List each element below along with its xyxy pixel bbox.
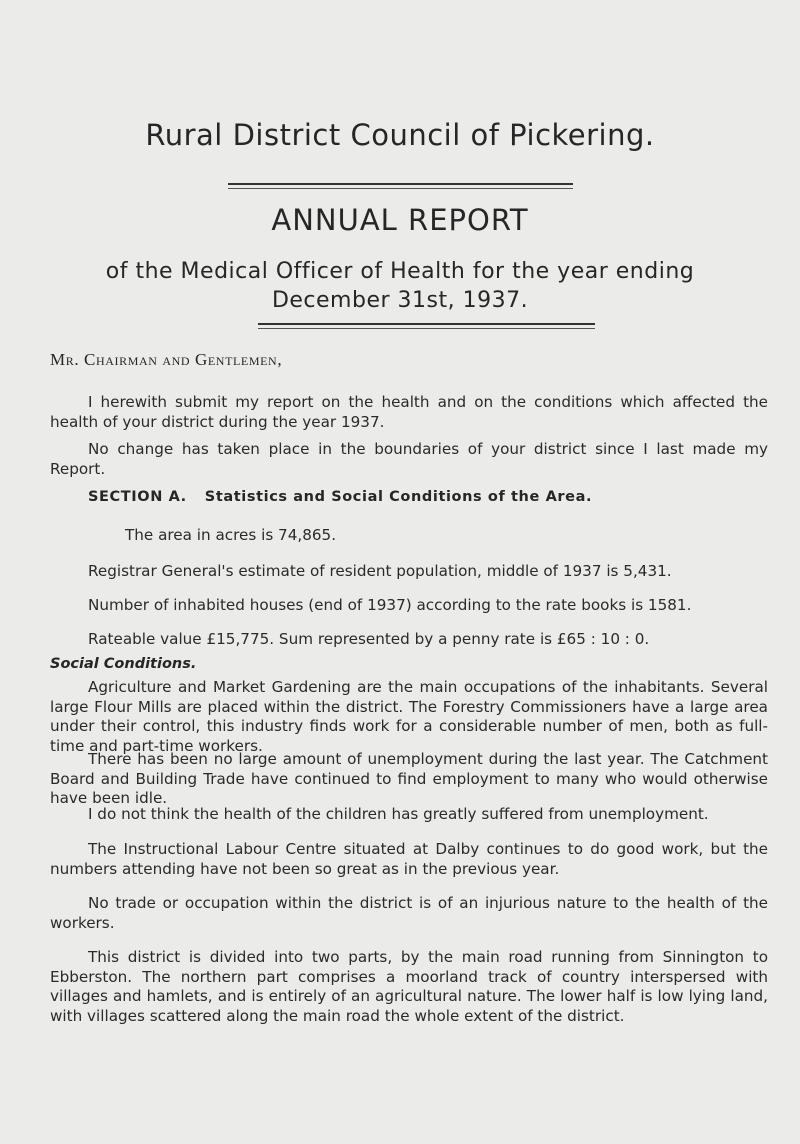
section-heading: [88, 489, 592, 505]
salutation: Mr. Chairman and Gentlemen,: [50, 350, 283, 369]
stat-rateable-value: Rateable value £15,775. Sum represented by a penny rate is £65 : 10 : 0.: [88, 630, 650, 648]
stat-population: Registrar General's estimate of resident population, middle of 1937 is 5,431.: [88, 562, 672, 580]
section-title: Statistics and Social Conditions of the Area.: [204, 489, 593, 505]
report-title: ANNUAL REPORT: [271, 203, 529, 237]
subtitle-line-1: of the Medical Officer of Health for the year ending: [105, 259, 695, 284]
social-paragraph-2: There has been no large amount of unemployment during the last year. The Catchment Board and Building Trade have continued to find employment to many who would otherwise have been idle.: [50, 750, 768, 808]
middle-rule-under: [258, 328, 595, 329]
social-paragraph-5: No trade or occupation within the district is of an injurious nature to the health of the workers.: [50, 894, 768, 932]
top-rule: [228, 183, 573, 185]
middle-rule: [258, 323, 595, 325]
social-paragraph-4: The Instructional Labour Centre situated at Dalby continues to do good work, but the numbers attending have not been so great as in the previous year.: [50, 840, 768, 878]
social-paragraph-3: I do not think the health of the children has greatly suffered from unemployment.: [88, 805, 709, 823]
social-paragraph-6: This district is divided into two parts, by the main road running from Sinnington to Ebberston. The northern part comprises a moorland track of country interspersed with villages and hamlets, and is entirely of an agricultural nature. The lower half is low lying land, with villages scattered along the main road the whole extent of the district.: [50, 948, 768, 1025]
stat-area: The area in acres is 74,865.: [125, 526, 337, 544]
social-paragraph-1: Agriculture and Market Gardening are the main occupations of the inhabitants. Several large Flour Mills are placed within the district. The Forestry Commissioners have a large area under their control, this industry finds work for a considerable number of men, both as full-time and part-time workers.: [50, 678, 768, 755]
social-conditions-heading: Social Conditions.: [50, 656, 197, 672]
report-subtitle: [0, 257, 800, 315]
subtitle-line-2: December 31st, 1937.: [271, 288, 529, 313]
intro-paragraph-1: I herewith submit my report on the health and on the conditions which affected the health of your district during the year 1937.: [50, 393, 768, 431]
section-label: SECTION A.: [88, 489, 187, 505]
stat-houses: Number of inhabited houses (end of 1937) according to the rate books is 1581.: [88, 596, 692, 614]
intro-paragraph-2: No change has taken place in the boundaries of your district since I last made my Report.: [50, 440, 768, 478]
top-rule-under: [228, 188, 573, 189]
council-title: Rural District Council of Pickering.: [145, 118, 655, 152]
